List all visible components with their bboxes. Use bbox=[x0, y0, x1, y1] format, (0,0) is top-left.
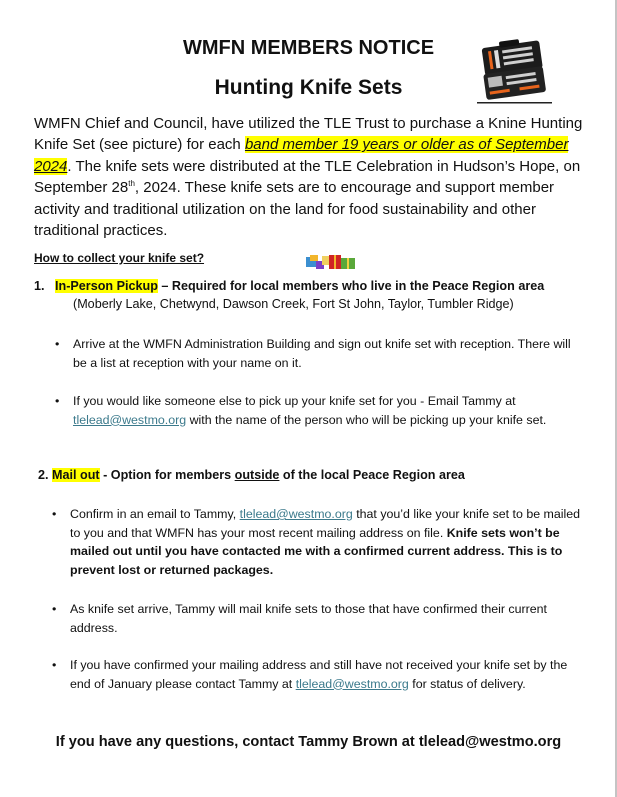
option-1-number: 1. bbox=[34, 279, 45, 293]
intro-paragraph bbox=[34, 113, 590, 241]
option-2-number: 2. bbox=[38, 468, 49, 482]
option-2-heading bbox=[38, 468, 465, 482]
bullet-icon: • bbox=[52, 602, 57, 616]
option-2-label: Mail out bbox=[52, 468, 100, 482]
bullet-text: Arrive at the WMFN Administration Building and sign out knife set with reception. There will be a list at reception with your name on it. bbox=[73, 337, 571, 370]
bullet-text: As knife set arrive, Tammy will mail knife sets to those that have confirmed their current address. bbox=[70, 602, 547, 635]
gift-boxes-icon bbox=[305, 252, 357, 270]
option-1-label: In-Person Pickup bbox=[55, 279, 158, 293]
intro-text-1: WMFN Chief and Council, have utilized the TLE Trust to purchase a Knine Hunting Knife Set (see picture) for each bbox=[34, 115, 583, 154]
bullet-text: If you have confirmed your mailing address and still have not received your knife set by the end of January please contact Tammy at bbox=[70, 658, 568, 691]
notice-subtitle: Hunting Knife Sets bbox=[214, 76, 403, 99]
list-item bbox=[52, 656, 580, 693]
bullet-text: for status of delivery. bbox=[408, 676, 526, 691]
eligibility-highlight: band member 19 years or older as of September 2024 bbox=[34, 136, 569, 175]
bullet-warning: Knife sets won’t be mailed out until you have contacted me with a confirmed current address. This is to prevent lost or returned packages. bbox=[70, 525, 563, 577]
closing-contact: If you have any questions, contact Tammy Brown at tlelead@westmo.org bbox=[55, 734, 562, 750]
bullet-text: If you would like someone else to pick up your knife set for you - Email Tammy at bbox=[73, 394, 516, 408]
option-2-description: - Option for members bbox=[99, 468, 235, 482]
intro-text-3: , 2024. These knife sets are to encourage and support member activity and traditional utilization on the land for food sustainability and other traditional practices. bbox=[34, 179, 555, 240]
bullet-text: that you’d like your knife set to be mailed to you and that WMFN has your most recent mailing address on file. bbox=[70, 507, 581, 540]
email-link[interactable]: tlelead@westmo.org bbox=[73, 412, 187, 427]
notice-title: WMFN MEMBERS NOTICE bbox=[182, 37, 435, 59]
list-item bbox=[55, 392, 578, 429]
bullet-icon: • bbox=[52, 507, 57, 521]
option-1-heading bbox=[34, 279, 544, 293]
bullet-icon: • bbox=[55, 337, 60, 351]
bullet-text: Confirm in an email to Tammy, bbox=[70, 507, 240, 521]
how-to-heading: How to collect your knife set? bbox=[34, 251, 205, 265]
pickup-locations: (Moberly Lake, Chetwynd, Dawson Creek, Fort St John, Taylor, Tumbler Ridge) bbox=[73, 297, 514, 311]
list-item bbox=[52, 600, 575, 637]
email-link[interactable]: tlelead@westmo.org bbox=[239, 507, 353, 521]
option-1-description: – Required for local members who live in the Peace Region area bbox=[157, 279, 545, 293]
bullet-icon: • bbox=[55, 394, 60, 408]
bullet-icon: • bbox=[52, 658, 57, 672]
intro-text-2: . The knife sets were distributed at the TLE Celebration in Hudson’s Hope, on September 28 bbox=[34, 157, 581, 197]
list-item bbox=[52, 505, 582, 579]
option-2-description-end: of the local Peace Region area bbox=[279, 468, 465, 482]
list-item bbox=[55, 335, 573, 372]
knife-kit-picture bbox=[477, 38, 552, 104]
ordinal-suffix: th bbox=[128, 179, 135, 189]
outside-emphasis: outside bbox=[234, 468, 280, 482]
bullet-text: with the name of the person who will be picking up your knife set. bbox=[186, 412, 547, 427]
email-link[interactable]: tlelead@westmo.org bbox=[295, 676, 409, 691]
